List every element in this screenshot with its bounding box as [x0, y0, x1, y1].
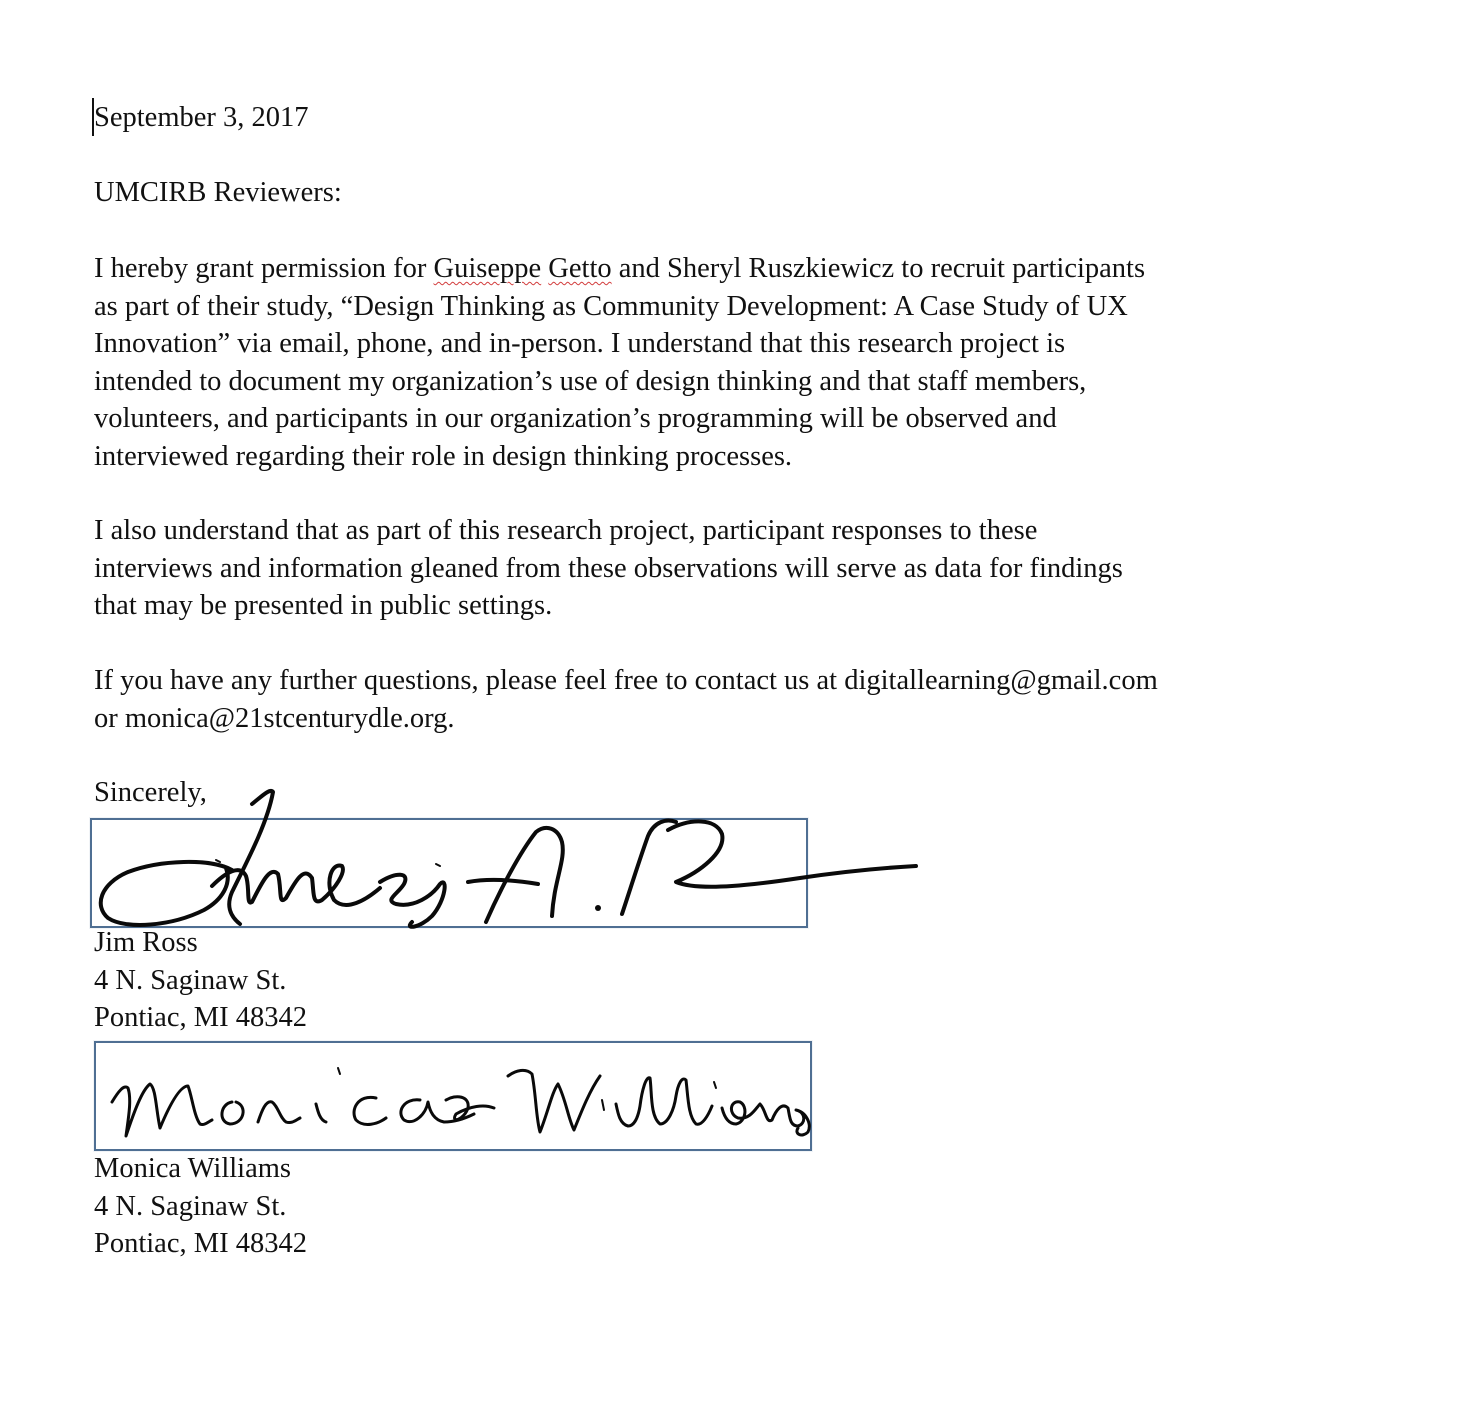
paragraph-line: Innovation” via email, phone, and in-person. I understand that this research project is	[94, 328, 1066, 360]
date-text: September 3, 2017	[94, 102, 309, 133]
paragraph-line: interviewed regarding their role in design thinking processes.	[94, 440, 793, 472]
paragraph-line: volunteers, and participants in our organization’s programming will be observed and	[94, 403, 1057, 435]
spellcheck-flagged-word[interactable]: Guiseppe	[433, 253, 542, 284]
signatory-address-line1: 4 N. Saginaw St.	[94, 964, 287, 996]
closing-text: Sincerely,	[94, 777, 207, 808]
paragraph-line: that may be presented in public settings.	[94, 590, 553, 622]
paragraph-line: intended to document my organization’s use of design thinking and that staff members,	[94, 365, 1087, 397]
paragraph-line: or monica@21stcenturydle.org.	[94, 702, 455, 734]
signatory-name: Jim Ross	[94, 927, 198, 958]
signatory-name: Monica Williams	[94, 1153, 292, 1184]
signatory-address-line2: Pontiac, MI 48342	[94, 1228, 307, 1260]
salutation-text: UMCIRB Reviewers:	[94, 177, 342, 208]
paragraph-line: interviews and information gleaned from these observations will serve as data for findings	[94, 552, 1123, 584]
signatory-address-line1: 4 N. Saginaw St.	[94, 1190, 287, 1222]
paragraph-line: I also understand that as part of this research project, participant responses to these	[94, 515, 1038, 546]
text-run: and Sheryl Ruszkiewicz to recruit participants	[611, 253, 1146, 284]
text-run: I hereby grant permission for	[94, 253, 434, 284]
paragraph-line: as part of their study, “Design Thinking as Community Development: A Case Study of UX	[94, 290, 1128, 322]
signatory-address-line2: Pontiac, MI 48342	[94, 1002, 307, 1034]
signatory-monica-williams[interactable]	[94, 1150, 307, 1263]
spellcheck-flagged-word[interactable]: Getto	[548, 253, 612, 284]
paragraph-line: If you have any further questions, please feel free to contact us at digitallearning@gmail.com	[94, 665, 1158, 696]
